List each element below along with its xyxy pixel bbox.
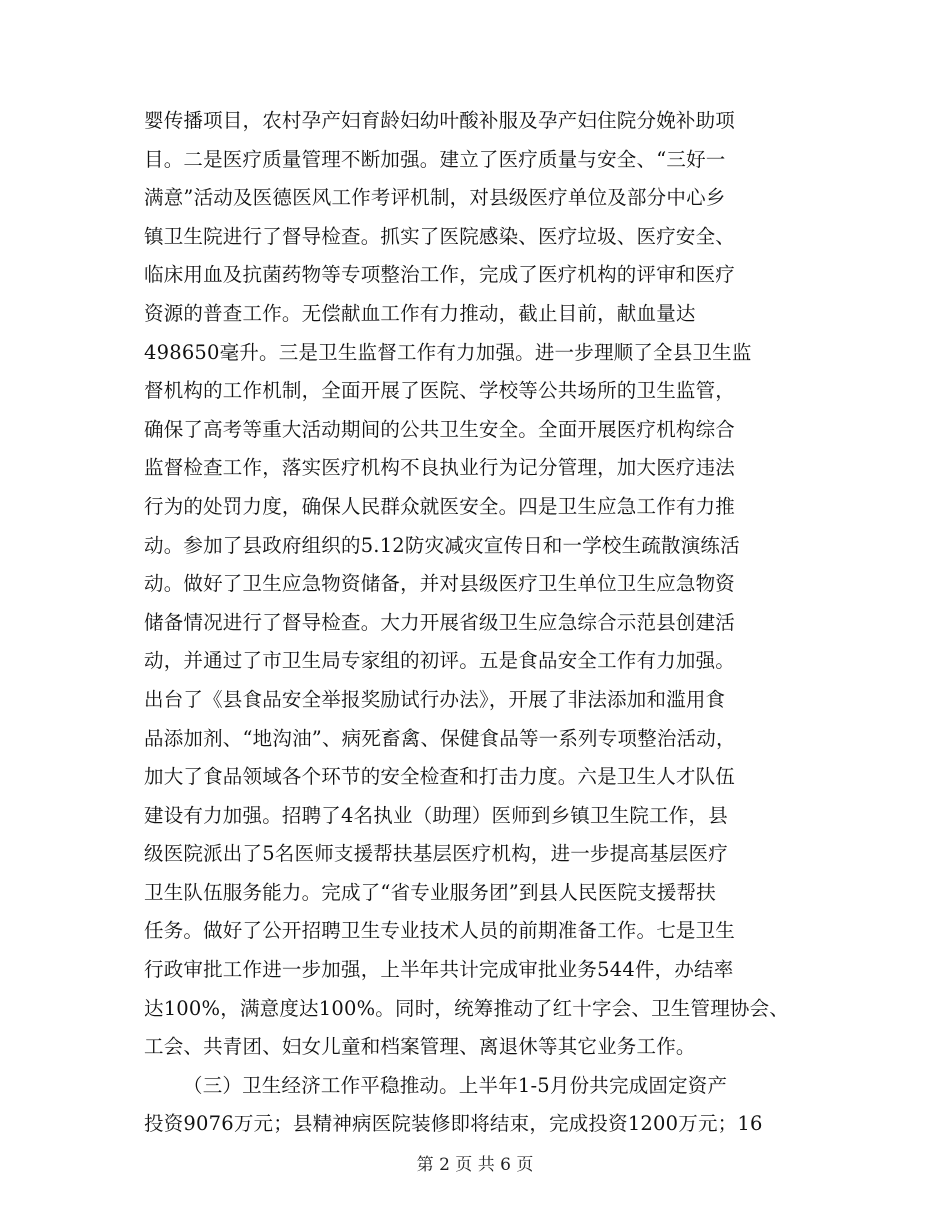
text-line: 出台了《县食品安全举报奖励试行办法》，开展了非法添加和滥用食	[144, 687, 726, 711]
text-line: 临床用血及抗菌药物等专项整治工作，完成了医疗机构的评审和医疗	[144, 263, 736, 287]
text-line: 498650毫升。三是卫生监督工作有力加强。进一步理顺了全县卫生监	[144, 340, 752, 364]
body-text	[144, 102, 824, 1144]
text-line: 品添加剂、“地沟油”、病死畜禽、保健食品等一系列专项整治活动，	[144, 726, 736, 750]
text-line: 目。二是医疗质量管理不断加强。建立了医疗质量与安全、“三好一	[144, 147, 726, 171]
text-line: 达100%，满意度达100%。同时，统筹推动了红十字会、卫生管理协会、	[144, 996, 789, 1020]
text-line: 动。做好了卫生应急物资储备，并对县级医疗卫生单位卫生应急物资	[144, 572, 736, 596]
text-line: 监督检查工作，落实医疗机构不良执业行为记分管理，加大医疗违法	[144, 456, 736, 480]
text-line: 督机构的工作机制，全面开展了医院、学校等公共场所的卫生监管，	[144, 379, 736, 403]
text-line: 加大了食品领域各个环节的安全检查和打击力度。六是卫生人才队伍	[144, 765, 736, 789]
text-line: 婴传播项目，农村孕产妇育龄妇幼叶酸补服及孕产妇住院分娩补助项	[144, 109, 736, 132]
text-line: 满意”活动及医德医风工作考评机制，对县级医疗单位及部分中心乡	[144, 186, 726, 210]
text-line: 级医院派出了5名医师支援帮扶基层医疗机构，进一步提高基层医疗	[144, 842, 728, 866]
text-line: 动，并通过了市卫生局专家组的初评。五是食品安全工作有力加强。	[144, 649, 736, 673]
text-line: 镇卫生院进行了督导检查。抓实了医院感染、医疗垃圾、医疗安全、	[144, 224, 736, 248]
text-line: 行政审批工作进一步加强，上半年共计完成审批业务544件，办结率	[144, 958, 734, 982]
text-line: 资源的普查工作。无偿献血工作有力推动，截止目前，献血量达	[144, 301, 696, 325]
text-line: 行为的处罚力度，确保人民群众就医安全。四是卫生应急工作有力推	[144, 494, 736, 518]
text-line: 投资9076万元；县精神病医院装修即将结束，完成投资1200万元；16	[144, 1112, 763, 1136]
text-line: 动。参加了县政府组织的5.12防灾减灾宣传日和一学校生疏散演练活	[144, 533, 740, 557]
text-line: 任务。做好了公开招聘卫生专业技术人员的前期准备工作。七是卫生	[144, 919, 736, 943]
text-line: 储备情况进行了督导检查。大力开展省级卫生应急综合示范县创建活	[144, 610, 736, 634]
text-line: 建设有力加强。招聘了4名执业（助理）医师到乡镇卫生院工作，县	[144, 803, 728, 827]
page-footer: 第 2 页 共 6 页	[416, 1155, 534, 1175]
text-line: 卫生队伍服务能力。完成了“省专业服务团”到县人民医院支援帮扶	[144, 880, 716, 904]
text-line: 确保了高考等重大活动期间的公共卫生安全。全面开展医疗机构综合	[144, 417, 736, 441]
paragraph-start-line: （三）卫生经济工作平稳推动。上半年1-5月份共完成固定资产	[183, 1073, 728, 1097]
text-line: 工会、共青团、妇女儿童和档案管理、离退休等其它业务工作。	[144, 1035, 696, 1059]
